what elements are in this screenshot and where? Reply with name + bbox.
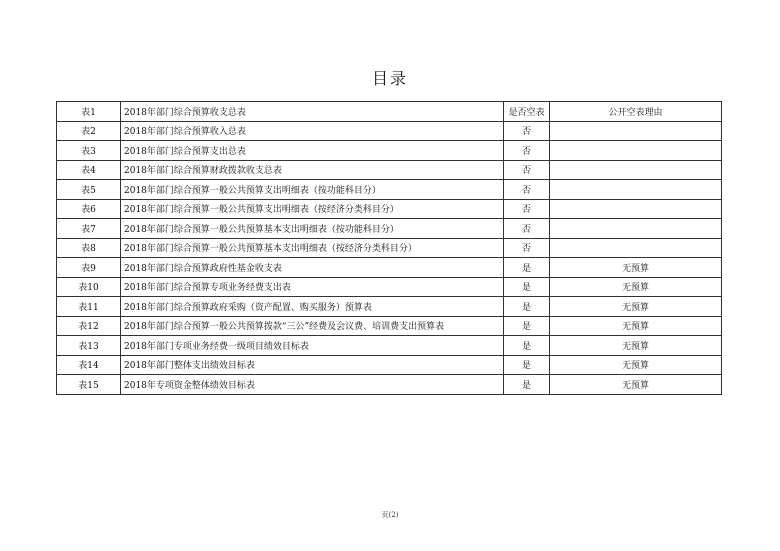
header-table-name: 2018年部门综合预算收支总表 [121,102,504,122]
is-empty-cell: 否 [504,238,550,258]
is-empty-cell: 否 [504,180,550,200]
table-number-cell: 表5 [57,180,121,200]
table-row [57,121,722,141]
table-name-cell: 2018年部门综合预算一般公共预算基本支出明细表（按功能科目分） [121,219,504,239]
empty-reason-cell [550,160,722,180]
table-name-cell: 2018年部门综合预算一般公共预算拨款“三公”经费及会议费、培训费支出预算表 [121,316,504,336]
table-number-cell: 表3 [57,141,121,161]
is-empty-cell: 否 [504,219,550,239]
header-table-number: 表1 [57,102,121,122]
table-number-cell: 表9 [57,258,121,278]
page-number: 页(2) [381,511,399,519]
table-name-cell: 2018年部门综合预算财政拨款收支总表 [121,160,504,180]
table-row [57,199,722,219]
table-name-cell: 2018年部门专项业务经费一级项目绩效目标表 [121,336,504,356]
is-empty-cell: 是 [504,375,550,395]
table-number-cell: 表8 [57,238,121,258]
empty-reason-cell: 无预算 [550,336,722,356]
empty-reason-cell [550,219,722,239]
table-number-cell: 表10 [57,277,121,297]
table-row [57,219,722,239]
is-empty-cell: 是 [504,336,550,356]
is-empty-cell: 是 [504,258,550,278]
header-is-empty: 是否空表 [504,102,550,122]
table-number-cell: 表6 [57,199,121,219]
empty-reason-cell [550,180,722,200]
empty-reason-cell: 无预算 [550,355,722,375]
table-row [57,375,722,395]
is-empty-cell: 是 [504,355,550,375]
empty-reason-cell: 无预算 [550,258,722,278]
table-name-cell: 2018年部门整体支出绩效目标表 [121,355,504,375]
empty-reason-cell: 无预算 [550,375,722,395]
table-number-cell: 表7 [57,219,121,239]
is-empty-cell: 是 [504,316,550,336]
table-row [57,160,722,180]
table-number-cell: 表13 [57,336,121,356]
table-name-cell: 2018年部门综合预算一般公共预算支出明细表（按功能科目分） [121,180,504,200]
table-number-cell: 表12 [57,316,121,336]
table-row [57,355,722,375]
table-number-cell: 表15 [57,375,121,395]
is-empty-cell: 否 [504,199,550,219]
empty-reason-cell: 无预算 [550,277,722,297]
table-number-cell: 表11 [57,297,121,317]
table-name-cell: 2018年部门综合预算专项业务经费支出表 [121,277,504,297]
table-header-row [57,102,722,122]
empty-reason-cell [550,121,722,141]
is-empty-cell: 否 [504,121,550,141]
table-number-cell: 表2 [57,121,121,141]
empty-reason-cell: 无预算 [550,297,722,317]
table-row [57,238,722,258]
is-empty-cell: 否 [504,141,550,161]
is-empty-cell: 否 [504,160,550,180]
table-row [57,336,722,356]
table-name-cell: 2018年部门综合预算支出总表 [121,141,504,161]
table-name-cell: 2018年部门综合预算政府性基金收支表 [121,258,504,278]
contents-table [56,101,722,395]
empty-reason-cell: 无预算 [550,316,722,336]
header-empty-reason: 公开空表理由 [550,102,722,122]
empty-reason-cell [550,199,722,219]
table-number-cell: 表4 [57,160,121,180]
is-empty-cell: 是 [504,277,550,297]
table-name-cell: 2018年部门综合预算收入总表 [121,121,504,141]
table-name-cell: 2018年部门综合预算政府采购（资产配置、购买服务）预算表 [121,297,504,317]
table-row [57,277,722,297]
empty-reason-cell [550,141,722,161]
table-row [57,141,722,161]
table-row [57,258,722,278]
table-name-cell: 2018年专项资金整体绩效目标表 [121,375,504,395]
empty-reason-cell [550,238,722,258]
page-title: 目录 [371,69,408,88]
table-name-cell: 2018年部门综合预算一般公共预算基本支出明细表（按经济分类科目分） [121,238,504,258]
table-row [57,316,722,336]
table-row [57,180,722,200]
is-empty-cell: 是 [504,297,550,317]
table-row [57,297,722,317]
table-name-cell: 2018年部门综合预算一般公共预算支出明细表（按经济分类科目分） [121,199,504,219]
table-number-cell: 表14 [57,355,121,375]
